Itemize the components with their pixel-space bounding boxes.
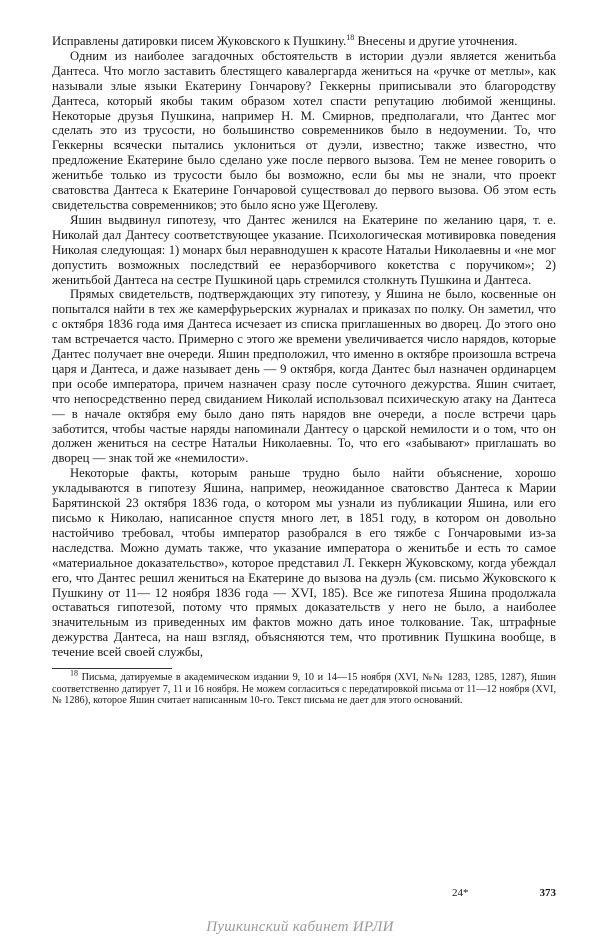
signature-mark: 24*: [452, 887, 469, 899]
paragraph-1-tail: Внесены и другие уточнения.: [357, 34, 518, 48]
paragraph-2: Одним из наиболее загадочных обстоятельств в истории дуэли является женитьба Дантеса. Что могло заставить блестящего кавалергарда жениться на «ручке от метлы», как называли злые языки Екатерину Гончарову? Геккерны приписывали это благородству Дантеса, который якобы таким образом хотел спасти репутацию любимой женщины. Некоторые друзья Пушкина, например Н. М. Смирнов, предполагали, что Дантес мог сделать это из трусости, но большинство современников было в недоумении. То, что Геккерны всячески пытались уклониться от дуэли, известно; также известно, что предложение Екатерине было сделано уже после первого вызова. Тем не менее говорить о женитьбе только из трусости было бы возможно, если бы мы не знали, что проект сватовства Дантеса к Екатерине Гончаровой существовал до первого вызова. Об этом есть свидетельства современников; это было ясно уже Щеголеву.: [52, 48, 556, 212]
paragraph-3: Яшин выдвинул гипотезу, что Дантес женился на Екатерине по желанию царя, т. е. Николай дал Дантесу соответствующее указание. Психологическая мотивировка поведения Николая следующая: 1) монарх был неравнодушен к красоте Натальи Николаевны и «не мог допустить возможных последствий ее неразборчивого кокетства с поручиком»; 2) женитьбой Дантеса на сестре Пушкиной царь стремился столкнуть Пушкина и Дантеса.: [52, 212, 556, 287]
page-footer: [52, 887, 556, 901]
paragraph-4: Прямых свидетельств, подтверждающих эту гипотезу, у Яшина не было, косвенные он попытался найти в тех же камерфурьерских журналах и приказах по полку. Он заметил, что с октября 1836 года имя Дантеса исчезает из списка приглашенных во дворец. До этого оно там встречается часто. Примерно с этого же времени увеличивается число нарядов, которые Дантес получает вне очереди. Яшин предположил, что именно в октябре произошла встреча царя и Дантеса, и даже называет день — 9 октября, когда Дантес был назначен ординарцем при особе императора, причем назначен сразу после суточного дежурства. Яшин считает, что непосредственно перед свиданием Николай использовал психическую атаку на Дантеса — в начале октября ему было дано пять нарядов вне очереди, а после встречи царь заботится, чтобы частые наряды напоминали Дантесу о царской немилости и о том, что он должен жениться на сестре Натальи Николаевны. То, что его «забывают» приглашать во дворец — знак той же «немилости».: [52, 287, 556, 466]
paragraph-5: Некоторые факты, которым раньше трудно было найти объяснение, хорошо укладываются в гипотезу Яшина, например, неожиданное сватовство Дантеса к Марии Барятинской 23 октября 1836 года, о котором мы узнали из публикации Яшина, или его письмо к Николаю, написанное спустя много лет, в 1851 году, в котором он довольно настойчиво требовал, чтобы император разобрался в его тяжбе с Гончаровыми из-за наследства. Можно думать также, что указание императора о женитьбе и есть то самое «материальное доказательство», которое представил Л. Геккерн Жуковскому, когда убеждал его, что Дантес решил жениться на Екатерине до вызова на дуэль (см. письмо Жуковского к Пушкину от 11— 12 ноября 1836 года — XVI, 185). Все же гипотеза Яшина продолжала оставаться гипотезой, потому что прямых доказательств у него не было, а наиболее значительным из приведенных им фактов можно дать иное толкование. Так, штрафные дежурства Дантеса, на наш взгляд, объясняются тем, что противник Пушкина вообще, в течение всей своей службы,: [52, 466, 556, 660]
watermark: Пушкинский кабинет ИРЛИ: [206, 919, 394, 935]
footnote-marker: 18: [70, 668, 78, 678]
footnote-18: [52, 668, 556, 707]
paragraph-1-head: Исправлены датировки писем Жуковского к Пушкину.: [52, 34, 347, 48]
page-number: 373: [539, 887, 556, 899]
page-body: [52, 34, 556, 707]
paragraph-1: [52, 34, 556, 49]
footnote-ref-18[interactable]: 18: [346, 32, 355, 42]
footnote-text: Письма, датируемые в академическом издании 9, 10 и 14—15 ноября (XVI, №№ 1283, 1285, 1287), Яшин соответственно датирует 7, 11 и 16 ноября. Не можем согласиться с передатировкой письма от 11—12 ноября (XVI, № 1286), которое Яшин считает написанным 10-го. Текст письма не дает для этого оснований.: [52, 672, 556, 707]
